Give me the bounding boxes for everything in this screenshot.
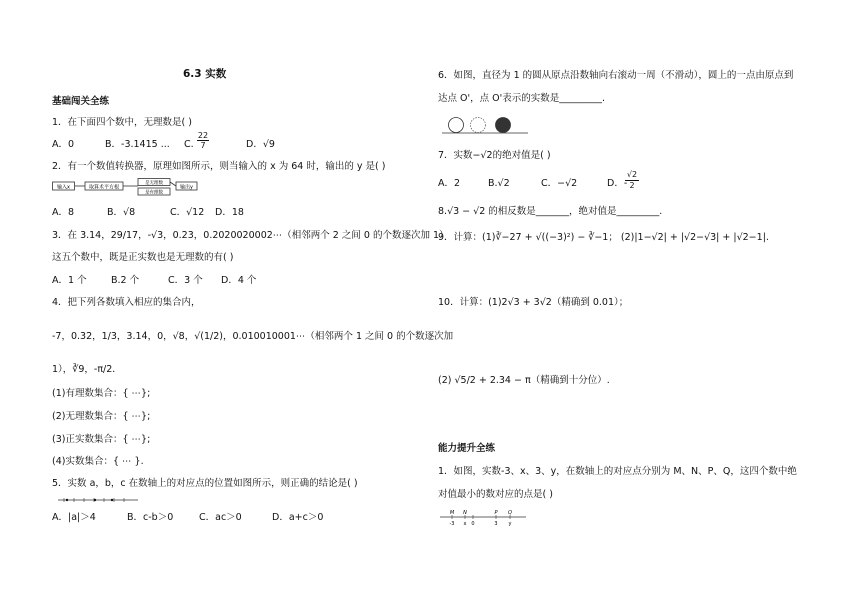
q4-set-real: (4)实数集合：{ ⋯ }. <box>52 456 144 467</box>
label-q: Q <box>508 510 512 516</box>
q7-option-b: B.√2 <box>488 178 510 189</box>
diagram-process-label: 取算术平方根 <box>88 184 120 191</box>
q5-option-c: C．ac＞0 <box>199 512 242 523</box>
question-9: 9．计算：(1)∛−27 + √((−3)²) − ∛−1； (2)|1−√2| + |√2−√3| + |√2−1|. <box>438 232 769 243</box>
point-c <box>111 499 113 501</box>
section-basic-heading: 基础闯关全练 <box>52 96 110 107</box>
q6-rolling-circle-figure <box>442 115 530 137</box>
diagram-arrow <box>170 182 176 186</box>
q4-set-rational: (1)有理数集合：{ ⋯}; <box>52 388 151 399</box>
label-p: P <box>494 510 498 516</box>
value-zero: 0 <box>471 521 475 527</box>
q2-option-a: A．8 <box>52 207 75 218</box>
circle-rolling <box>471 118 486 133</box>
q5-option-b: B．c-b＞0 <box>127 512 174 523</box>
fraction-numerator: √2 <box>626 170 638 179</box>
q5-option-d: D．a+c＞0 <box>272 512 324 523</box>
q5-option-a: A．|a|＞4 <box>52 512 96 523</box>
diagram-irrational-label: 是无理数 <box>145 181 163 186</box>
q2-option-d: D．18 <box>215 207 244 218</box>
question-7: 7．实数−√2的绝对值是( ) <box>438 150 551 161</box>
question-2: 2．有一个数值转换器，原理如图所示，则当输入的 x 为 64 时，输出的 y 是( ) <box>52 161 386 172</box>
value-x: x <box>463 521 467 527</box>
q7-option-c: C．−√2 <box>541 178 578 189</box>
fraction-denominator: 7 <box>200 141 206 150</box>
section-advanced-heading: 能力提升全练 <box>438 443 496 454</box>
label-m: M <box>449 510 455 516</box>
a1-number-line <box>440 507 528 529</box>
q7-option-d: D．- <box>607 178 628 189</box>
question-3-line1: 3．在 3.14，29/17，-√3，0.23，0.2020020002⋯（相邻两个 2 之间 0 的个数逐次加 1） <box>52 230 449 241</box>
q1-option-a: A．0 <box>52 139 75 150</box>
q3-option-a: A．1 个 <box>52 275 87 286</box>
question-8: 8.√3 − √2 的相反数是_______，绝对值是_________. <box>438 206 663 217</box>
q1-option-d: D．√9 <box>246 139 275 150</box>
question-5: 5．实数 a，b，c 在数轴上的对应点的位置如图所示，则正确的结论是( ) <box>52 478 358 489</box>
q7-option-d-fraction <box>625 170 639 191</box>
diagram-input-label: 输入x <box>57 184 70 191</box>
question-10-part2: (2) √5/2 + 2.34 − π（精确到十分位）. <box>438 375 610 386</box>
q1-option-b: B．-3.1415 ... <box>105 139 170 150</box>
fraction-numerator: 22 <box>197 131 209 140</box>
q4-set-irrational: (2)无理数集合：{ ⋯}; <box>52 411 151 422</box>
question-6-line1: 6．如图，直径为 1 的圆从原点沿数轴向右滚动一周（不滑动），圆上的一点由原点到 <box>438 70 794 81</box>
q1-option-c-fraction <box>197 131 209 150</box>
q3-option-b: B.2 个 <box>111 275 140 286</box>
point-b <box>94 499 96 501</box>
point-a <box>66 499 68 501</box>
question-1: 1．在下面四个数中，无理数是( ) <box>52 117 192 128</box>
question-10-part1: 10．计算：(1)2√3 + 3√2（精确到 0.01）； <box>438 297 629 308</box>
q3-option-c: C．3 个 <box>168 275 203 286</box>
q1-option-c: C. <box>184 139 194 150</box>
q2-converter-diagram <box>52 178 198 196</box>
q4-number-list: -7，0.32，1/3，3.14̇，0，√8，√(1/2)，0.010010001⋯（相邻两个 1 之间 0 的个数逐次加 <box>52 331 454 342</box>
q5-number-line <box>58 493 140 505</box>
question-3-line2: 这五个数中，既是正实数也是无理数的有( ) <box>52 252 234 263</box>
advanced-question-1-line2: 对值最小的数对应的点是( ) <box>438 489 553 500</box>
q4-set-positive-real: (3)正实数集合：{ ⋯}; <box>52 434 151 445</box>
diagram-output-label: 输出y <box>180 184 193 191</box>
question-6-line2: 达点 O'，点 O'表示的实数是_________. <box>438 93 605 104</box>
value-3: 3 <box>494 521 498 527</box>
q2-option-b: B．√8 <box>107 207 136 218</box>
advanced-question-1-line1: 1．如图，实数-3、x、3、y，在数轴上的对应点分别为 M、N、P、Q，这四个数中绝 <box>438 466 797 477</box>
diagram-rational-label: 是有理数 <box>145 190 163 196</box>
circle-start <box>449 118 464 133</box>
value-y: y <box>508 521 512 527</box>
label-n: N <box>463 510 467 516</box>
page-title: 6.3 实数 <box>183 68 227 80</box>
value-neg3: -3 <box>449 521 455 527</box>
question-4: 4．把下列各数填入相应的集合内， <box>52 297 201 308</box>
q2-option-c: C．√12 <box>170 207 205 218</box>
q3-option-d: D．4 个 <box>221 275 257 286</box>
q7-option-a: A．2 <box>438 178 461 189</box>
fraction-denominator: 2 <box>629 181 635 190</box>
q4-number-list-2: 1），∛9，-π/2． <box>52 364 122 375</box>
circle-end <box>496 118 511 133</box>
